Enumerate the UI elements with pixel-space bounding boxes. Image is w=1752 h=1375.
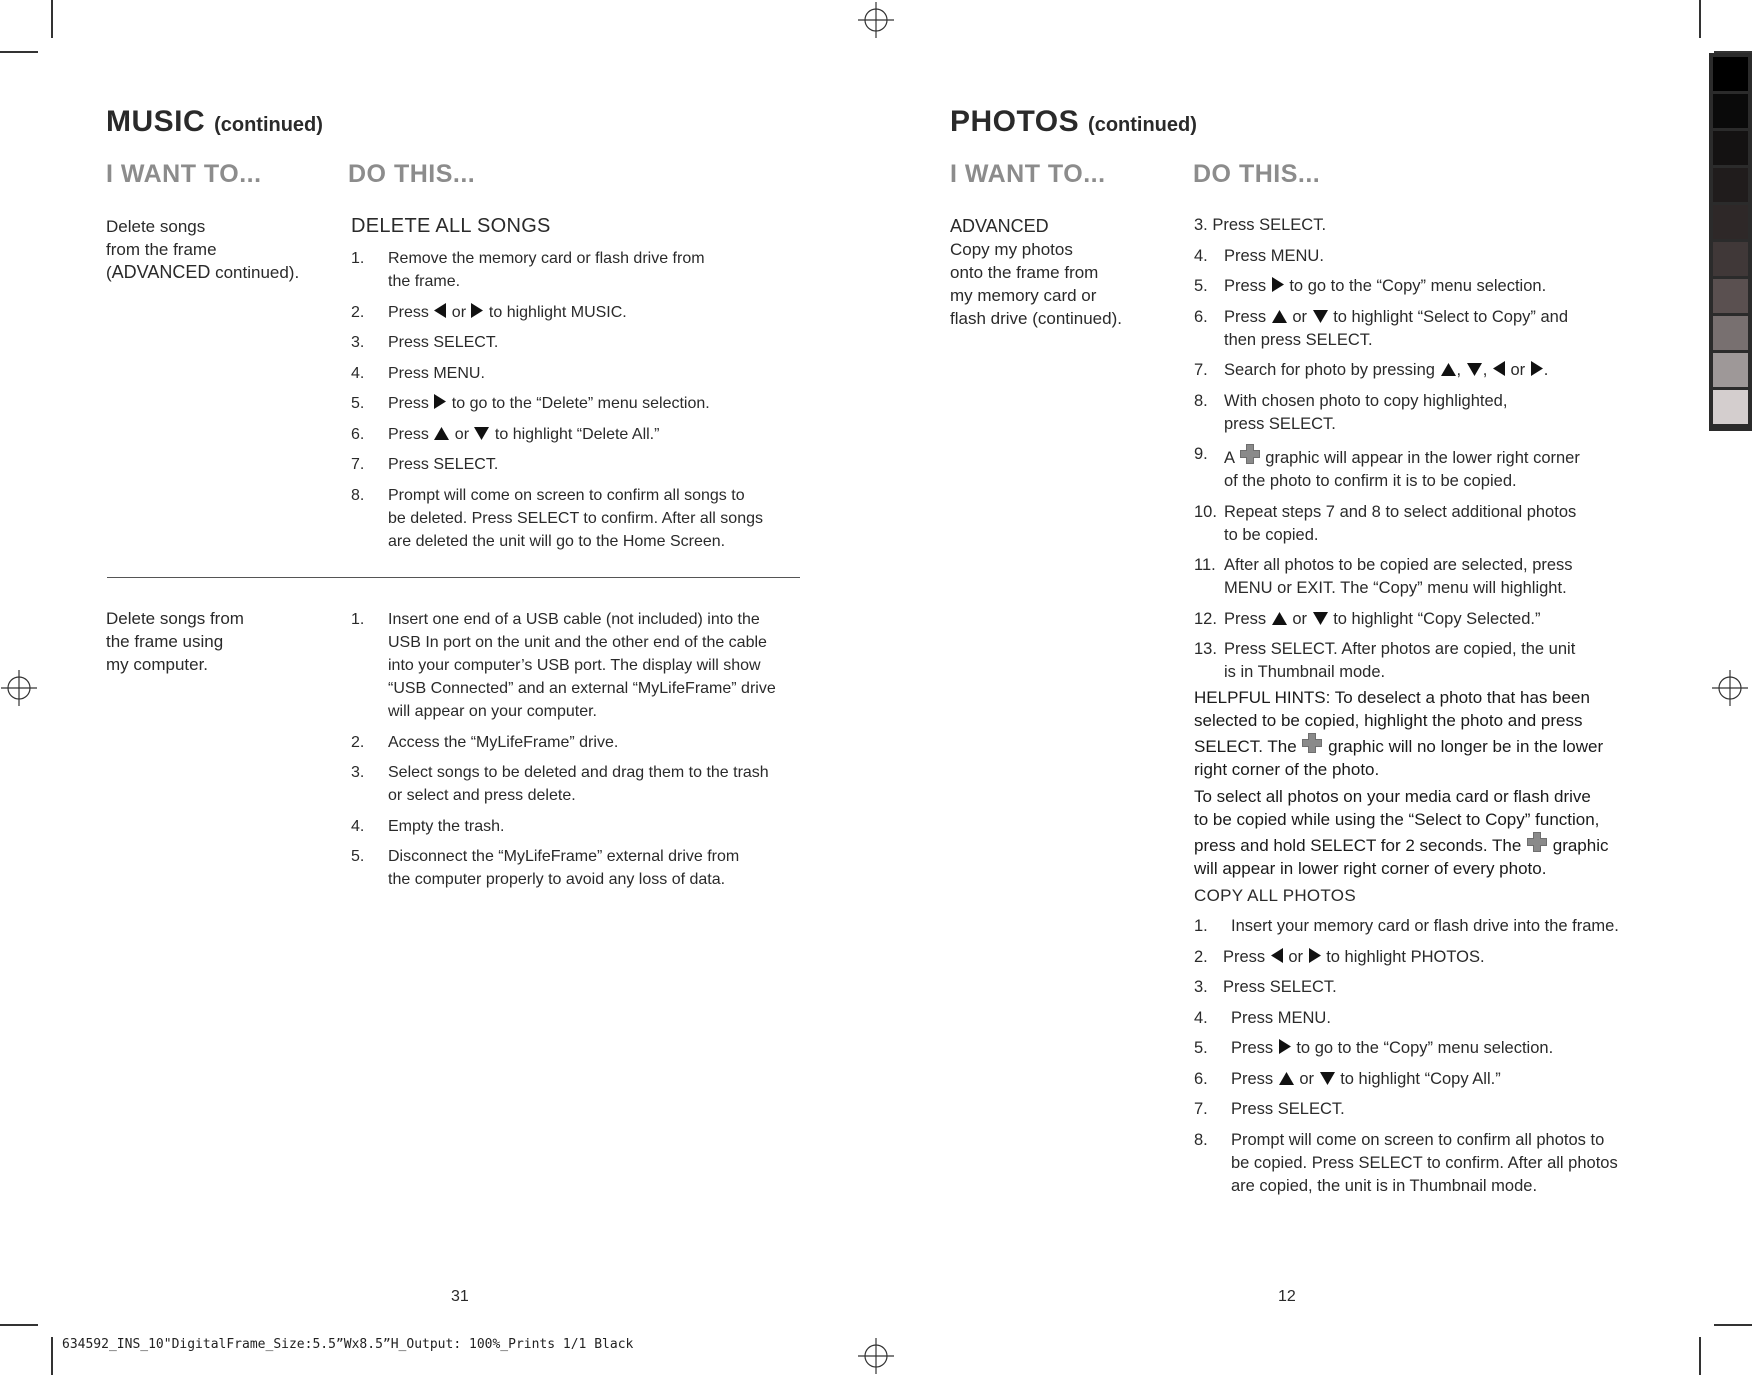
list-item: 3. Press SELECT.: [1194, 216, 1327, 234]
registration-mark-icon: [858, 1338, 894, 1374]
list-item: 8. Prompt will come on screen to confirm all photos to be copied. Press SELECT to confirm. After all photos are copied, the unit is in Thumbnail mode.: [1194, 1130, 1618, 1195]
crop-mark: [1699, 0, 1701, 38]
arrow-down-icon: [1466, 362, 1483, 377]
arrow-right-icon: [470, 302, 484, 319]
list-item: 10. Repeat steps 7 and 8 to select additional photos to be copied.: [1194, 502, 1577, 544]
arrow-right-icon: [1271, 276, 1285, 293]
arrow-down-icon: [1312, 611, 1329, 626]
list-item: 1. Insert your memory card or flash drive into the frame.: [1194, 917, 1619, 935]
column-header-i-want-to: I WANT TO...: [106, 160, 262, 188]
want-cell-delete-songs: Delete songs from the frame (ADVANCED continued).: [106, 217, 300, 282]
arrow-left-icon: [1492, 360, 1506, 377]
arrow-up-icon: [1278, 1071, 1295, 1086]
list-item: 7. Press SELECT.: [1194, 1100, 1345, 1118]
slug-line: 634592_INS_10"DigitalFrame_Size:5.5”Wx8.5”H_Output: 100%_Prints 1/1 Black: [62, 1337, 634, 1352]
arrow-right-icon: [1530, 360, 1544, 377]
arrow-up-icon: [1271, 309, 1288, 324]
crop-mark: [0, 1324, 38, 1326]
crop-mark: [1699, 1337, 1701, 1375]
color-swatch: [1713, 94, 1748, 128]
section-title-music: MUSIC (continued): [106, 105, 323, 138]
list-item: 6. Press or to highlight “Select to Copy” and then press SELECT.: [1194, 307, 1568, 349]
list-item: 4. Press MENU.: [1194, 1008, 1331, 1027]
list-item: 2. Press or to highlight MUSIC.: [351, 303, 627, 321]
list-item: 5. Press to go to the “Copy” menu selection.: [1194, 1039, 1554, 1057]
list-item: 2. Access the “MyLifeFrame” drive.: [351, 733, 619, 751]
arrow-up-icon: [433, 426, 450, 441]
plus-icon: [1239, 443, 1261, 465]
steps-copy-selected: [1194, 214, 1634, 692]
list-item: 2. Press or to highlight PHOTOS.: [1194, 947, 1485, 966]
arrow-right-icon: [433, 393, 447, 410]
arrow-left-icon: [1270, 947, 1284, 964]
right-page: [876, 0, 1752, 1375]
registration-mark-icon: [858, 2, 894, 38]
list-item: 3. Press SELECT.: [1194, 978, 1337, 996]
list-item: 7. Search for photo by pressing , , or .: [1194, 361, 1549, 379]
color-swatch: [1713, 168, 1748, 202]
want-cell-copy-photos: ADVANCED Copy my photos onto the frame from my memory card or flash drive (continued).: [950, 216, 1122, 328]
plus-icon: [1301, 732, 1323, 754]
grayscale-color-bar: [1709, 53, 1752, 431]
list-item: 5. Press to go to the “Copy” menu selection.: [1194, 277, 1547, 295]
list-item: 1. Insert one end of a USB cable (not included) into the USB In port on the unit and the other end of the cable into your computer’s USB port. The display will show “USB Connected” and an external “MyLifeFrame” drive will appear on your computer.: [351, 611, 776, 720]
list-item: 1. Remove the memory card or flash drive from the frame.: [351, 250, 705, 290]
crop-mark: [0, 51, 38, 53]
crop-mark: [51, 1337, 53, 1375]
registration-mark-icon: [1712, 670, 1748, 706]
color-swatch: [1713, 279, 1748, 313]
list-item: 12. Press or to highlight “Copy Selected.”: [1194, 609, 1541, 628]
arrow-right-icon: [1278, 1038, 1292, 1055]
want-cell-delete-songs-computer: Delete songs from the frame using my computer.: [106, 609, 244, 674]
select-all-hint: To select all photos on your media card or flash drive to be copied while using the “Select to Copy” function, press and hold SELECT for 2 seconds. The graphic will appear in lower right corner of every photo.: [1194, 787, 1609, 878]
list-item: 8. With chosen photo to copy highlighted, press SELECT.: [1194, 391, 1508, 433]
steps-delete-songs-computer: [351, 608, 801, 899]
list-item: 11. After all photos to be copied are selected, press MENU or EXIT. The “Copy” menu will highlight.: [1194, 556, 1573, 597]
color-swatch: [1713, 316, 1748, 350]
list-item: 4. Press MENU.: [351, 364, 485, 382]
color-swatch: [1713, 57, 1748, 91]
color-swatch: [1713, 353, 1748, 387]
arrow-down-icon: [473, 426, 490, 441]
list-item: 4. Empty the trash.: [351, 817, 505, 835]
crop-mark: [51, 0, 53, 38]
arrow-down-icon: [1319, 1071, 1336, 1086]
list-item: 7. Press SELECT.: [351, 456, 499, 473]
subhead-delete-all-songs: DELETE ALL SONGS: [351, 215, 551, 237]
column-header-i-want-to: I WANT TO...: [950, 160, 1106, 188]
crop-mark: [1714, 1324, 1752, 1326]
page-number: 12: [1278, 1288, 1296, 1305]
plus-icon: [1526, 831, 1548, 853]
color-swatch: [1713, 205, 1748, 239]
list-item: 6. Press or to highlight “Delete All.”: [351, 425, 660, 443]
helpful-hints: HELPFUL HINTS: To deselect a photo that has been selected to be copied, highlight the photo and press SELECT. The graphic will no longer be in the lower right corner of the photo.: [1194, 688, 1604, 779]
arrow-up-icon: [1271, 611, 1288, 626]
color-swatch: [1713, 131, 1748, 165]
arrow-up-icon: [1440, 362, 1457, 377]
subhead-copy-all-photos: COPY ALL PHOTOS: [1194, 886, 1356, 905]
list-item: 13. Press SELECT. After photos are copied, the unit is in Thumbnail mode.: [1194, 640, 1576, 681]
row-divider: [107, 577, 800, 578]
list-item: 6. Press or to highlight “Copy All.”: [1194, 1069, 1501, 1088]
list-item: 3. Select songs to be deleted and drag them to the trash or select and press delete.: [351, 764, 769, 804]
steps-delete-all-songs: [351, 247, 801, 560]
registration-mark-icon: [1, 670, 37, 706]
column-header-do-this: DO THIS...: [1193, 160, 1321, 188]
page-number: 31: [451, 1288, 469, 1305]
list-item: 5. Press to go to the “Delete” menu selection.: [351, 395, 710, 412]
list-item: 3. Press SELECT.: [351, 334, 499, 351]
arrow-right-icon: [1308, 947, 1322, 964]
list-item: 8. Prompt will come on screen to confirm all songs to be deleted. Press SELECT to confirm. After all songs are deleted the unit will go to the Home Screen.: [351, 486, 763, 550]
column-header-do-this: DO THIS...: [348, 160, 476, 188]
color-swatch: [1713, 390, 1748, 424]
color-swatch: [1713, 242, 1748, 276]
list-item: 9. A graphic will appear in the lower right corner of the photo to confirm it is to be copied.: [1194, 445, 1580, 490]
steps-copy-all-photos: [1194, 915, 1644, 1205]
arrow-down-icon: [1312, 309, 1329, 324]
section-title-photos: PHOTOS (continued): [950, 105, 1197, 138]
arrow-left-icon: [433, 302, 447, 319]
list-item: 4. Press MENU.: [1194, 246, 1324, 265]
list-item: 5. Disconnect the “MyLifeFrame” external drive from the computer properly to avoid any loss of data.: [351, 848, 740, 888]
